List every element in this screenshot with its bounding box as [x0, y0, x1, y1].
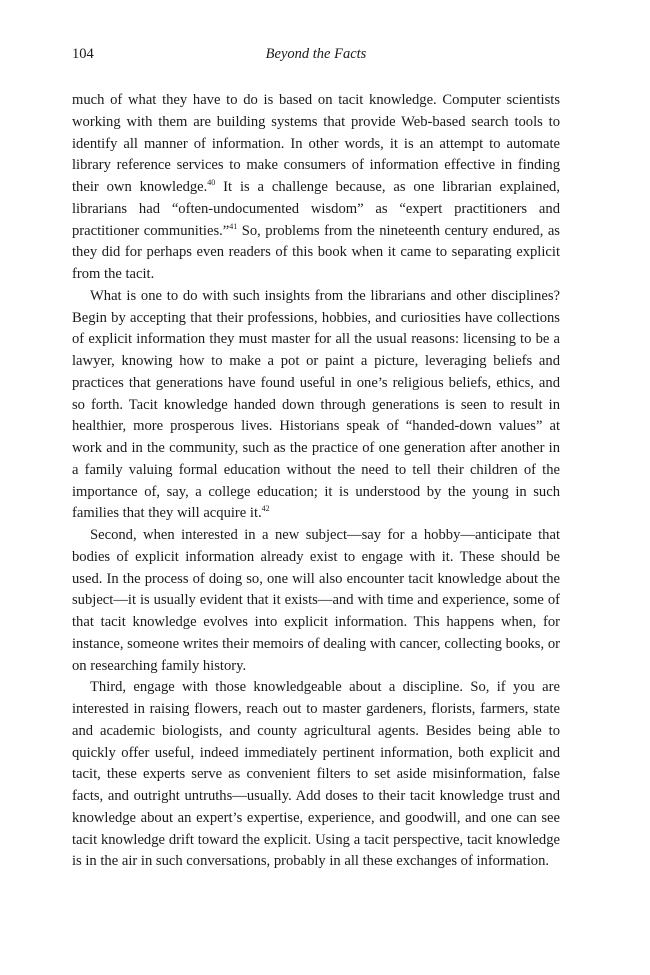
paragraph-2 [72, 286, 560, 525]
paragraph-text: Third, engage with those knowledgeable about a discipline. So, if you are interested in raising flowers, reach out to master gardeners, florists, farmers, state and academic biologists, and county agricultural agents. Besides being able to quickly offer useful, indeed immediately pertinent information, both explicit and tacit, these experts serve as convenient filters to set aside misinformation, false facts, and outright untruths—usually. Add doses to their tacit knowledge trust and knowledge about an expert’s expertise, experience, and goodwill, and one can see tacit knowledge drift toward the explicit. Using a tacit perspective, tacit knowledge is in the air in such conversations, probably in all these exchanges of information. [72, 679, 560, 870]
paragraph-3 [72, 525, 560, 677]
page-number: 104 [72, 46, 94, 62]
footnote-ref-40: 40 [207, 178, 216, 187]
footnote-ref-41: 41 [229, 221, 238, 231]
body-text [72, 90, 560, 873]
paragraph-text: much of what they have to do is based on tacit knowledge. Computer scientists working with them are building systems that provide Web-based search tools to identify all manner of information. In other words, it is an attempt to automate library reference services to make consumers of information effective in finding their own knowledge. [72, 92, 560, 195]
paragraph-text: What is one to do with such insights from the librarians and other disciplines? Begin by accepting that their professions, hobbies, and curiosities have collections of explicit information they must master for all the usual reasons: licensing to be a lawyer, knowing how to make a pot or paint a picture, leveraging beliefs and practices that generations have found useful in one’s religious beliefs, ethics, and so forth. Tacit knowledge handed down through generations is seen to result in healthier, more prosperous lives. Historians speak of “handed-down values” at work and in the community, such as the practice of one generation after another in a family valuing formal education without the need to tell their children of the importance of, say, a college education; it is understood by the young in such families that they will acquire it. [72, 287, 560, 522]
running-title: Beyond the Facts [265, 46, 367, 62]
paragraph-text: So, problems from the nineteenth century endured, as they did for perhaps even readers of this book when it came to separating explicit from the tacit. [72, 222, 560, 282]
running-head [72, 46, 560, 66]
paragraph-text: Second, when interested in a new subject—say for a hobby—anticipate that bodies of explicit information already exist to engage with it. These should be used. In the process of doing so, one will also encounter tacit knowledge about the subject—it is usually evident that it exists—and with time and experience, some of that tacit knowledge evolves into explicit information. This happens when, for instance, someone writes their memoirs of dealing with cancer, collecting books, or on researching family history. [72, 527, 560, 674]
paragraph-1 [72, 90, 560, 286]
paragraph-4 [72, 677, 560, 873]
footnote-ref-42: 42 [261, 504, 270, 514]
paragraph-text: It is a challenge because, as one librarian explained, librarians had “often-undocumented wisdom” as “expert practitioners and practitioner communities.” [72, 179, 560, 239]
